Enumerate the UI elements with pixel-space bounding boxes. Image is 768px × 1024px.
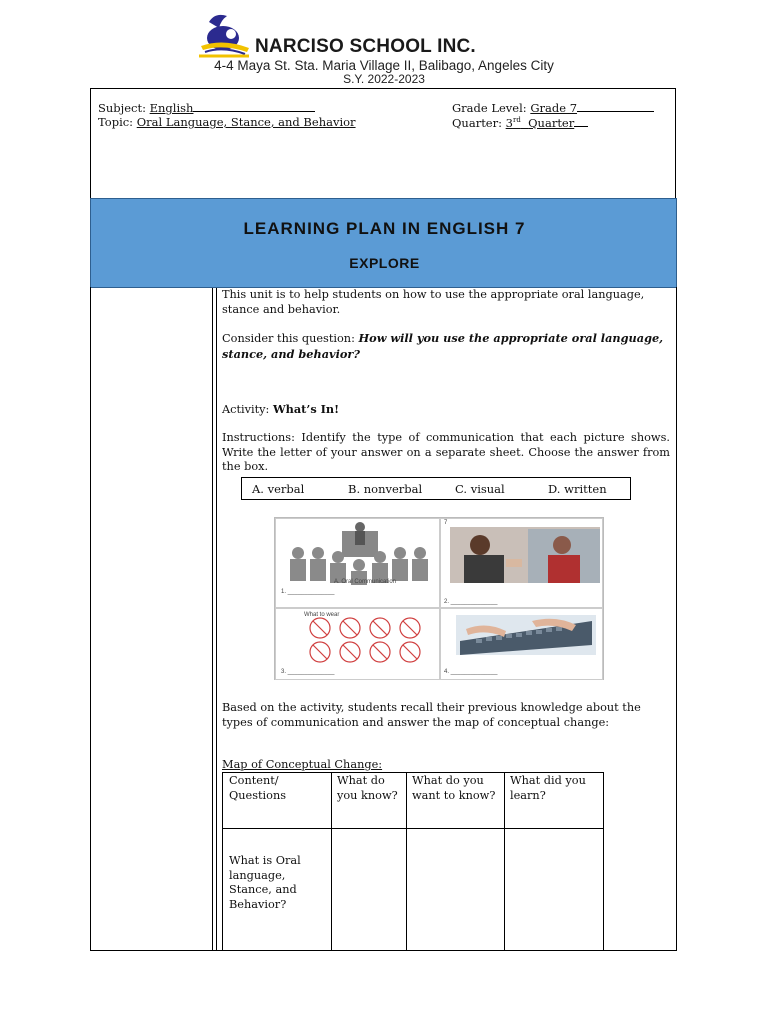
- topic-value: Oral Language, Stance, and Behavior: [136, 115, 356, 129]
- picture-signs: [275, 608, 440, 680]
- header-want-to-know: What do you want to know?: [412, 774, 496, 802]
- choices-box: [241, 477, 631, 500]
- subject-line: [98, 100, 315, 115]
- grade-label: Grade Level:: [452, 101, 527, 115]
- conceptual-change-table: [222, 772, 604, 951]
- map-title: Map of Conceptual Change:: [222, 758, 383, 771]
- quarter-word: Quarter: [528, 116, 575, 130]
- quarter-line: [452, 115, 588, 130]
- picture-caption: A. Oral Communication: [334, 579, 397, 585]
- header-what-did-you-learn: What did you learn?: [510, 774, 586, 802]
- picture-number-4: 4. ______________: [444, 669, 498, 675]
- subject-label: Subject:: [98, 101, 146, 115]
- row-question: What is Oral language, Stance, and Behavior?: [229, 854, 301, 911]
- column-divider: [216, 288, 217, 950]
- picture-number-2: 2. ______________: [444, 599, 498, 605]
- banner: [90, 198, 677, 288]
- picture-typing: [440, 608, 603, 680]
- subject-value: English: [149, 101, 194, 115]
- intro-text: This unit is to help students on how to use the appropriate oral language, stance and behavior.: [222, 288, 645, 316]
- choice-c: C. visual: [455, 482, 505, 496]
- quarter-num: 3: [505, 116, 513, 130]
- picture-number-7: 7: [444, 520, 448, 526]
- school-address: 4-4 Maya St. Sta. Maria Village II, Balibago, Angeles City: [214, 58, 554, 73]
- recall-text: Based on the activity, students recall their previous knowledge about the types of communication and answer the map of conceptual change:: [222, 701, 641, 729]
- school-name: NARCISO SCHOOL INC.: [255, 36, 476, 57]
- picture-number-1: 1. ______________: [281, 589, 335, 595]
- prohibition-signs-image: [278, 615, 438, 665]
- banner-title: LEARNING PLAN IN ENGLISH 7: [243, 219, 526, 238]
- activity-label: Activity:: [222, 403, 273, 416]
- school-year: S.Y. 2022-2023: [343, 72, 425, 86]
- question-italic: How will you use the appropriate oral language, stance, and behavior?: [222, 331, 664, 361]
- activity-name: What’s In!: [272, 402, 340, 416]
- picture-gesture: [440, 518, 603, 608]
- topic-line: [98, 115, 356, 129]
- grade-value: Grade 7: [530, 101, 578, 115]
- header-what-do-you-know: What do you know?: [337, 774, 398, 802]
- choice-d: D. written: [548, 482, 607, 496]
- picture-number-3: 3. ______________: [281, 669, 335, 675]
- question-text: [222, 331, 672, 362]
- keyboard-typing-image: [456, 615, 596, 655]
- choice-b: B. nonverbal: [348, 482, 423, 496]
- school-logo: [193, 8, 255, 60]
- what-to-wear-label: What to wear: [304, 612, 340, 618]
- choice-a: A. verbal: [252, 482, 305, 496]
- picture-oral-communication: [275, 518, 440, 608]
- instructions-text: Instructions: Identify the type of communication that each picture shows. Write the letter of your answer on a separate sheet. Choose the answer from the box.: [222, 431, 670, 473]
- activity-pictures: [274, 517, 604, 680]
- question-prefix: Consider this question:: [222, 332, 359, 345]
- header-content-questions: Content/ Questions: [229, 774, 287, 802]
- banner-subtitle: EXPLORE: [349, 255, 420, 271]
- grade-line: [452, 100, 654, 115]
- people-photo: [450, 523, 610, 593]
- topic-label: Topic:: [98, 115, 134, 129]
- quarter-sup: rd: [512, 116, 521, 125]
- activity-line: [222, 402, 339, 418]
- quarter-label: Quarter:: [452, 116, 502, 130]
- column-divider: [212, 288, 213, 950]
